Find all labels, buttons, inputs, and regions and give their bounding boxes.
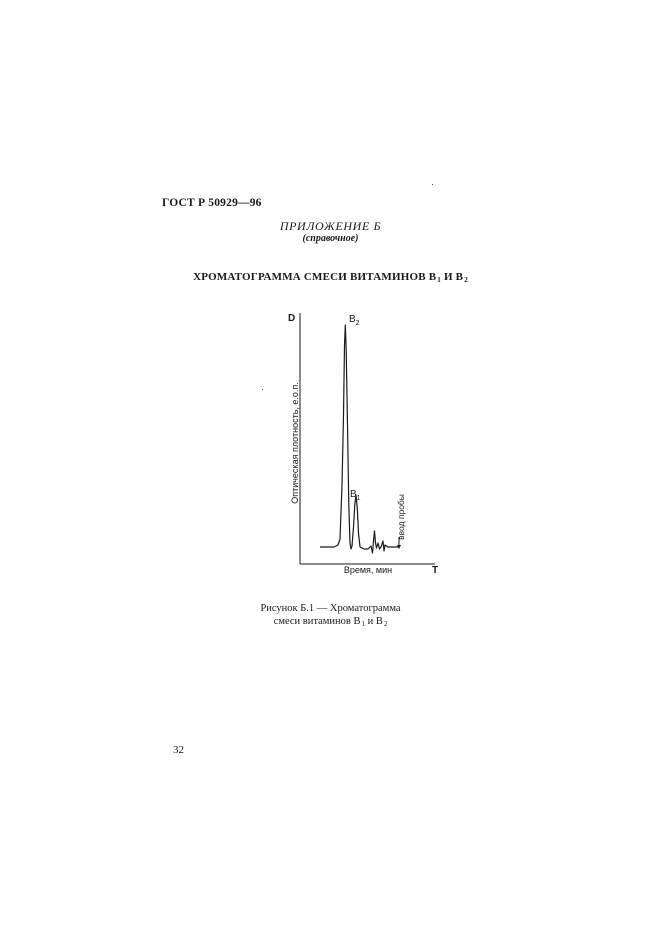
scan-speck xyxy=(262,389,263,390)
appendix-title: ПРИЛОЖЕНИЕ Б xyxy=(279,219,382,233)
section-title-sub2: 2 xyxy=(464,276,468,284)
caption-conj: и В xyxy=(364,616,383,627)
injection-label: ввод пробы xyxy=(396,494,406,540)
section-title-sub1: 1 xyxy=(437,276,441,284)
peak-label-b1-letter: В xyxy=(350,489,357,500)
section-title-conj: И В xyxy=(441,271,464,283)
peak-label-b2-sub: 2 xyxy=(355,320,360,327)
x-axis-label: Время, мин xyxy=(343,565,393,575)
caption-line-1: Рисунок Б.1 — Хроматограмма xyxy=(260,603,401,614)
figure-caption xyxy=(0,602,661,631)
standard-number: ГОСТ Р 50929—96 xyxy=(162,197,262,209)
scan-speck xyxy=(432,184,433,185)
peak-label-b2 xyxy=(349,314,360,327)
section-title xyxy=(0,271,661,284)
document-header xyxy=(162,197,262,209)
x-axis-letter: T xyxy=(432,565,439,576)
page-number: 32 xyxy=(173,744,184,756)
peak-label-b1-sub: 1 xyxy=(356,495,361,502)
y-axis-label: Оптическая плотность, е.о.п. xyxy=(290,382,300,504)
caption-line-2 xyxy=(0,615,661,631)
chromatogram-trace xyxy=(320,325,399,553)
y-axis-letter: D xyxy=(288,313,296,324)
peak-label-b2-letter: В xyxy=(349,314,356,325)
chromatogram-chart xyxy=(280,305,450,585)
caption-sub1: 1 xyxy=(361,620,365,628)
appendix-subtitle: (справочное) xyxy=(302,233,359,244)
caption-sub2: 2 xyxy=(383,620,388,628)
caption-line-2-text: смеси витаминов В xyxy=(273,616,361,627)
section-title-text: ХРОМАТОГРАММА СМЕСИ ВИТАМИНОВ В xyxy=(193,271,437,283)
